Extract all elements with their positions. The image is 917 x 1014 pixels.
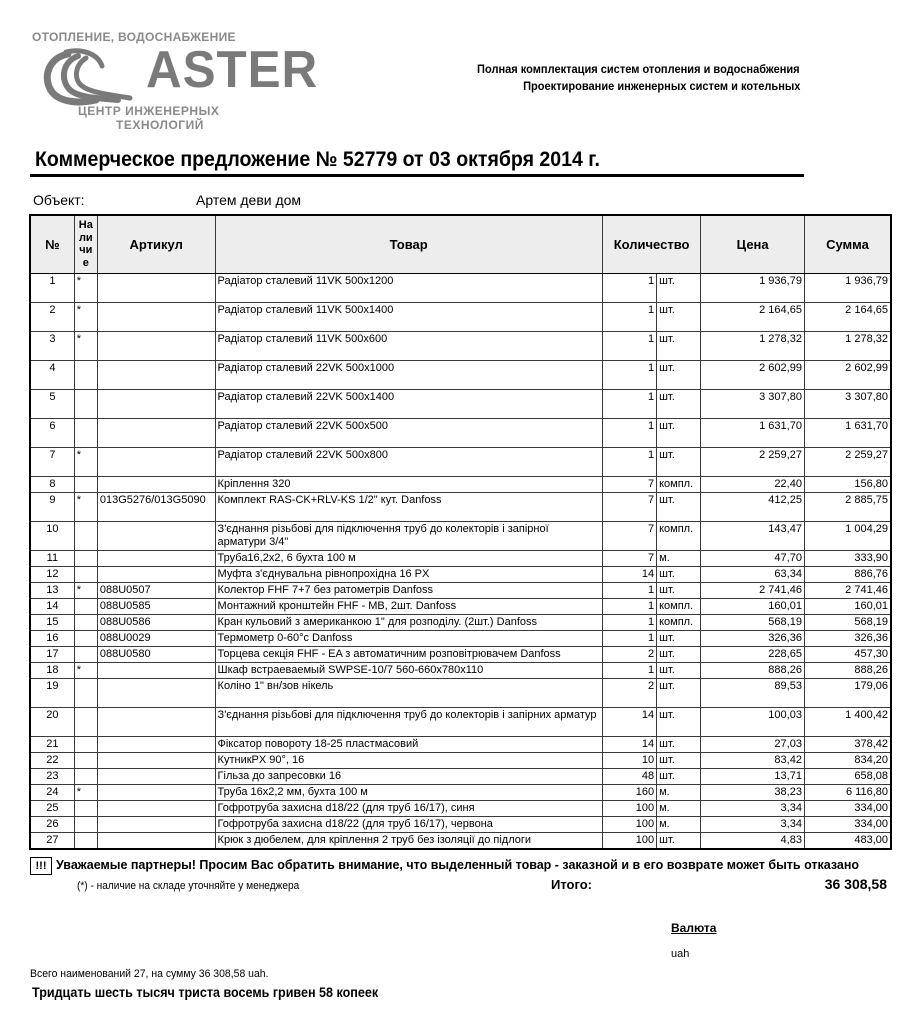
row-quantity: 1: [602, 598, 656, 614]
row-product-name: З'єднання різьбові для підключення труб до колекторів і запірної арматури 3/4": [215, 521, 602, 550]
row-price: 100,03: [701, 707, 805, 736]
row-unit: шт.: [657, 582, 701, 598]
row-price: 22,40: [701, 476, 805, 492]
row-price: 13,71: [701, 768, 805, 784]
table-row: [30, 816, 891, 832]
row-sum: 156,80: [804, 476, 891, 492]
row-article: [97, 521, 215, 550]
row-number: 25: [30, 800, 74, 816]
tagline-design: Проектирование инженерных систем и котельных: [522, 79, 800, 93]
row-sum: 457,30: [804, 646, 891, 662]
row-number: 24: [30, 784, 74, 800]
row-quantity: 7: [602, 476, 656, 492]
row-article: [97, 566, 215, 582]
row-price: 143,47: [701, 521, 805, 550]
globe-swoosh-icon: [38, 48, 133, 108]
row-number: 19: [30, 678, 74, 707]
row-unit: шт.: [657, 302, 701, 331]
row-article: 013G5276/013G5090: [97, 492, 215, 521]
row-unit: компл.: [657, 614, 701, 630]
row-article: [97, 302, 215, 331]
row-availability-mark: [74, 752, 97, 768]
table-row: [30, 418, 891, 447]
row-quantity: 1: [602, 614, 656, 630]
row-unit: м.: [657, 816, 701, 832]
row-quantity: 160: [602, 784, 656, 800]
row-price: 47,70: [701, 550, 805, 566]
column-header-price: Цена: [701, 215, 805, 273]
table-row: [30, 566, 891, 582]
row-quantity: 1: [602, 331, 656, 360]
items-table: [29, 214, 892, 850]
table-row: [30, 800, 891, 816]
row-article: [97, 360, 215, 389]
row-quantity: 7: [602, 492, 656, 521]
row-number: 6: [30, 418, 74, 447]
row-price: 89,53: [701, 678, 805, 707]
row-article: 088U0029: [97, 630, 215, 646]
row-article: [97, 816, 215, 832]
row-quantity: 1: [602, 447, 656, 476]
row-sum: 334,00: [804, 800, 891, 816]
row-number: 22: [30, 752, 74, 768]
row-number: 12: [30, 566, 74, 582]
row-availability-mark: [74, 800, 97, 816]
row-article: [97, 736, 215, 752]
row-availability-mark: [74, 646, 97, 662]
table-row: [30, 768, 891, 784]
table-row: [30, 521, 891, 550]
row-number: 5: [30, 389, 74, 418]
table-row: [30, 492, 891, 521]
row-sum: 658,08: [804, 768, 891, 784]
title-divider: [30, 174, 804, 177]
row-sum: 568,19: [804, 614, 891, 630]
row-availability-mark: [74, 476, 97, 492]
row-product-name: Радіатор сталевий 22VK 500x1000: [215, 360, 602, 389]
row-product-name: Шкаф встраеваемый SWPSE-10/7 560-660x780x110: [215, 662, 602, 678]
table-row: [30, 646, 891, 662]
row-availability-mark: [74, 736, 97, 752]
row-availability-mark: *: [74, 784, 97, 800]
row-quantity: 100: [602, 832, 656, 849]
column-header-quantity: Количество: [602, 215, 701, 273]
row-article: [97, 752, 215, 768]
row-unit: шт.: [657, 678, 701, 707]
table-row: [30, 447, 891, 476]
row-sum: 834,20: [804, 752, 891, 768]
table-row: [30, 707, 891, 736]
row-product-name: Гільза до запресовки 16: [215, 768, 602, 784]
tagline-supply: Полная комплектация систем отопления и водоснабжения: [477, 62, 800, 76]
row-number: 3: [30, 331, 74, 360]
table-row: [30, 389, 891, 418]
table-row: [30, 476, 891, 492]
row-sum: 1 936,79: [804, 273, 891, 302]
row-unit: шт.: [657, 389, 701, 418]
row-unit: шт.: [657, 832, 701, 849]
table-row: [30, 582, 891, 598]
row-unit: шт.: [657, 418, 701, 447]
row-price: 412,25: [701, 492, 805, 521]
row-price: 83,42: [701, 752, 805, 768]
row-availability-mark: [74, 614, 97, 630]
row-number: 27: [30, 832, 74, 849]
row-product-name: Кріплення 320: [215, 476, 602, 492]
row-availability-mark: [74, 832, 97, 849]
row-article: 088U0585: [97, 598, 215, 614]
row-availability-mark: [74, 550, 97, 566]
row-number: 26: [30, 816, 74, 832]
row-number: 9: [30, 492, 74, 521]
row-quantity: 2: [602, 646, 656, 662]
row-unit: шт.: [657, 447, 701, 476]
row-unit: шт.: [657, 492, 701, 521]
row-sum: 1 400,42: [804, 707, 891, 736]
row-number: 2: [30, 302, 74, 331]
row-sum: 888,26: [804, 662, 891, 678]
row-availability-mark: [74, 521, 97, 550]
row-article: 088U0586: [97, 614, 215, 630]
row-sum: 483,00: [804, 832, 891, 849]
table-header-row: [30, 215, 891, 273]
column-header-sum: Сумма: [804, 215, 891, 273]
row-quantity: 2: [602, 678, 656, 707]
logo-brand-name: ASTER: [146, 41, 319, 99]
row-number: 20: [30, 707, 74, 736]
row-number: 8: [30, 476, 74, 492]
total-label: Итого:: [551, 877, 592, 892]
row-sum: 333,90: [804, 550, 891, 566]
row-sum: 1 004,29: [804, 521, 891, 550]
row-quantity: 1: [602, 630, 656, 646]
object-value: Артем деви дом: [196, 192, 302, 208]
row-availability-mark: [74, 768, 97, 784]
row-number: 4: [30, 360, 74, 389]
row-product-name: Колектор FHF 7+7 без ратометрів Danfoss: [215, 582, 602, 598]
row-sum: 2 164,65: [804, 302, 891, 331]
table-row: [30, 736, 891, 752]
row-availability-mark: [74, 816, 97, 832]
row-sum: 2 741,46: [804, 582, 891, 598]
row-availability-mark: [74, 707, 97, 736]
table-row: [30, 614, 891, 630]
company-logo: [28, 30, 348, 130]
row-sum: 6 116,80: [804, 784, 891, 800]
row-sum: 886,76: [804, 566, 891, 582]
row-unit: м.: [657, 784, 701, 800]
row-price: 3,34: [701, 800, 805, 816]
stock-note: (*) - наличие на складе уточняйте у менеджера: [77, 880, 300, 892]
row-number: 18: [30, 662, 74, 678]
row-article: [97, 331, 215, 360]
row-price: 3,34: [701, 816, 805, 832]
row-sum: 160,01: [804, 598, 891, 614]
row-quantity: 1: [602, 389, 656, 418]
row-article: [97, 273, 215, 302]
row-unit: шт.: [657, 707, 701, 736]
table-row: [30, 662, 891, 678]
row-unit: шт.: [657, 360, 701, 389]
row-number: 16: [30, 630, 74, 646]
row-price: 1 278,32: [701, 331, 805, 360]
row-quantity: 1: [602, 418, 656, 447]
row-article: [97, 550, 215, 566]
row-product-name: КутникPX 90°, 16: [215, 752, 602, 768]
summary-line: Всего наименований 27, на сумму 36 308,58 uah.: [30, 968, 269, 980]
row-availability-mark: [74, 598, 97, 614]
row-quantity: 7: [602, 521, 656, 550]
row-product-name: Монтажний кронштейн FHF - MB, 2шт. Danfoss: [215, 598, 602, 614]
row-product-name: Радіатор сталевий 22VK 500x800: [215, 447, 602, 476]
page-title: Коммерческое предложение № 52779 от 03 октября 2014 г.: [35, 148, 600, 171]
row-product-name: Торцева секція FHF - EA з автоматичним розповітрювачем Danfoss: [215, 646, 602, 662]
table-row: [30, 752, 891, 768]
row-price: 2 259,27: [701, 447, 805, 476]
row-article: [97, 832, 215, 849]
row-unit: м.: [657, 550, 701, 566]
row-availability-mark: [74, 678, 97, 707]
row-unit: шт.: [657, 630, 701, 646]
row-quantity: 1: [602, 360, 656, 389]
column-header-availability: На ли чи е: [74, 215, 97, 273]
row-article: [97, 800, 215, 816]
row-article: [97, 418, 215, 447]
row-availability-mark: *: [74, 273, 97, 302]
table-row: [30, 273, 891, 302]
row-sum: 3 307,80: [804, 389, 891, 418]
row-sum: 2 885,75: [804, 492, 891, 521]
row-availability-mark: *: [74, 662, 97, 678]
row-number: 14: [30, 598, 74, 614]
row-availability-mark: *: [74, 447, 97, 476]
row-unit: шт.: [657, 331, 701, 360]
row-article: [97, 476, 215, 492]
row-number: 23: [30, 768, 74, 784]
row-unit: компл.: [657, 598, 701, 614]
row-unit: м.: [657, 800, 701, 816]
row-number: 17: [30, 646, 74, 662]
row-number: 15: [30, 614, 74, 630]
row-number: 13: [30, 582, 74, 598]
row-price: 1 936,79: [701, 273, 805, 302]
table-body: [30, 273, 891, 849]
row-quantity: 14: [602, 736, 656, 752]
row-product-name: Труба 16x2,2 мм, бухта 100 м: [215, 784, 602, 800]
row-article: [97, 447, 215, 476]
column-header-product: Товар: [215, 215, 602, 273]
row-article: [97, 768, 215, 784]
row-quantity: 1: [602, 273, 656, 302]
row-product-name: Термометр 0-60°с Danfoss: [215, 630, 602, 646]
row-quantity: 14: [602, 707, 656, 736]
logo-sub-text-2: ТЕХНОЛОГИЙ: [116, 118, 204, 132]
row-price: 326,36: [701, 630, 805, 646]
row-article: [97, 707, 215, 736]
row-article: [97, 678, 215, 707]
row-product-name: Радіатор сталевий 11VK 500x600: [215, 331, 602, 360]
row-product-name: Гофротруба захисна d18/22 (для труб 16/17), червона: [215, 816, 602, 832]
object-label: Объект:: [33, 192, 85, 208]
row-number: 21: [30, 736, 74, 752]
row-price: 27,03: [701, 736, 805, 752]
row-price: 888,26: [701, 662, 805, 678]
column-header-article: Артикул: [97, 215, 215, 273]
row-unit: шт.: [657, 273, 701, 302]
row-unit: компл.: [657, 476, 701, 492]
row-article: [97, 784, 215, 800]
row-article: [97, 389, 215, 418]
total-value: 36 308,58: [824, 876, 887, 892]
row-sum: 378,42: [804, 736, 891, 752]
row-quantity: 7: [602, 550, 656, 566]
row-availability-mark: *: [74, 302, 97, 331]
row-product-name: Радіатор сталевий 11VK 500x1400: [215, 302, 602, 331]
row-sum: 179,06: [804, 678, 891, 707]
table-row: [30, 678, 891, 707]
notice-text: Уважаемые партнеры! Просим Вас обратить внимание, что выделенный товар - заказной и в его возврате может быть отказано: [56, 858, 860, 872]
row-sum: 1 278,32: [804, 331, 891, 360]
logo-top-text: ОТОПЛЕНИЕ, ВОДОСНАБЖЕНИЕ: [32, 30, 236, 44]
row-unit: шт.: [657, 752, 701, 768]
row-sum: 326,36: [804, 630, 891, 646]
row-unit: шт.: [657, 646, 701, 662]
row-availability-mark: *: [74, 492, 97, 521]
table-row: [30, 598, 891, 614]
row-quantity: 14: [602, 566, 656, 582]
row-product-name: Радіатор сталевий 11VK 500x1200: [215, 273, 602, 302]
row-sum: 334,00: [804, 816, 891, 832]
row-price: 228,65: [701, 646, 805, 662]
row-article: 088U0507: [97, 582, 215, 598]
row-number: 10: [30, 521, 74, 550]
notice-marker: !!!: [30, 857, 52, 875]
row-unit: шт.: [657, 662, 701, 678]
row-quantity: 10: [602, 752, 656, 768]
row-product-name: Радіатор сталевий 22VK 500x1400: [215, 389, 602, 418]
row-availability-mark: [74, 630, 97, 646]
row-number: 11: [30, 550, 74, 566]
table-row: [30, 784, 891, 800]
row-price: 2 602,99: [701, 360, 805, 389]
logo-sub-text-1: ЦЕНТР ИНЖЕНЕРНЫХ: [78, 104, 220, 118]
row-availability-mark: [74, 418, 97, 447]
table-row: [30, 302, 891, 331]
row-product-name: З'єднання різьбові для підключення труб до колекторів і запірних арматур: [215, 707, 602, 736]
table-row: [30, 550, 891, 566]
row-unit: шт.: [657, 768, 701, 784]
row-price: 1 631,70: [701, 418, 805, 447]
row-number: 1: [30, 273, 74, 302]
row-availability-mark: *: [74, 331, 97, 360]
row-availability-mark: [74, 389, 97, 418]
row-sum: 1 631,70: [804, 418, 891, 447]
row-availability-mark: [74, 566, 97, 582]
row-price: 2 741,46: [701, 582, 805, 598]
row-price: 3 307,80: [701, 389, 805, 418]
row-number: 7: [30, 447, 74, 476]
column-header-num: №: [30, 215, 74, 273]
row-sum: 2 602,99: [804, 360, 891, 389]
row-product-name: Кран кульовий з американкою 1" для розподілу. (2шт.) Danfoss: [215, 614, 602, 630]
row-unit: шт.: [657, 566, 701, 582]
row-quantity: 100: [602, 800, 656, 816]
row-unit: компл.: [657, 521, 701, 550]
amount-in-words: Тридцать шесть тысяч триста восемь гривен 58 копеек: [32, 985, 379, 1000]
table-row: [30, 832, 891, 849]
currency-label: Валюта: [671, 921, 717, 935]
row-product-name: Фіксатор повороту 18-25 пластмасовий: [215, 736, 602, 752]
row-product-name: Крюк з дюбелем, для кріплення 2 труб без ізоляції до підлоги: [215, 832, 602, 849]
row-unit: шт.: [657, 736, 701, 752]
row-price: 38,23: [701, 784, 805, 800]
row-price: 63,34: [701, 566, 805, 582]
row-availability-mark: *: [74, 582, 97, 598]
row-product-name: Коліно 1" вн/зов нікель: [215, 678, 602, 707]
row-article: 088U0580: [97, 646, 215, 662]
row-quantity: 48: [602, 768, 656, 784]
currency-value: uah: [671, 948, 690, 960]
row-product-name: Радіатор сталевий 22VK 500x500: [215, 418, 602, 447]
row-product-name: Муфта з'єднувальна рівнопрохідна 16 PX: [215, 566, 602, 582]
row-price: 4,83: [701, 832, 805, 849]
row-article: [97, 662, 215, 678]
row-quantity: 1: [602, 302, 656, 331]
row-product-name: Гофротруба захисна d18/22 (для труб 16/17), синя: [215, 800, 602, 816]
row-product-name: Труба16,2x2, 6 бухта 100 м: [215, 550, 602, 566]
row-price: 160,01: [701, 598, 805, 614]
row-quantity: 1: [602, 582, 656, 598]
row-quantity: 100: [602, 816, 656, 832]
row-quantity: 1: [602, 662, 656, 678]
row-price: 2 164,65: [701, 302, 805, 331]
row-sum: 2 259,27: [804, 447, 891, 476]
table-row: [30, 360, 891, 389]
table-row: [30, 331, 891, 360]
row-availability-mark: [74, 360, 97, 389]
row-price: 568,19: [701, 614, 805, 630]
table-row: [30, 630, 891, 646]
row-product-name: Комплект RAS-CK+RLV-KS 1/2" кут. Danfoss: [215, 492, 602, 521]
